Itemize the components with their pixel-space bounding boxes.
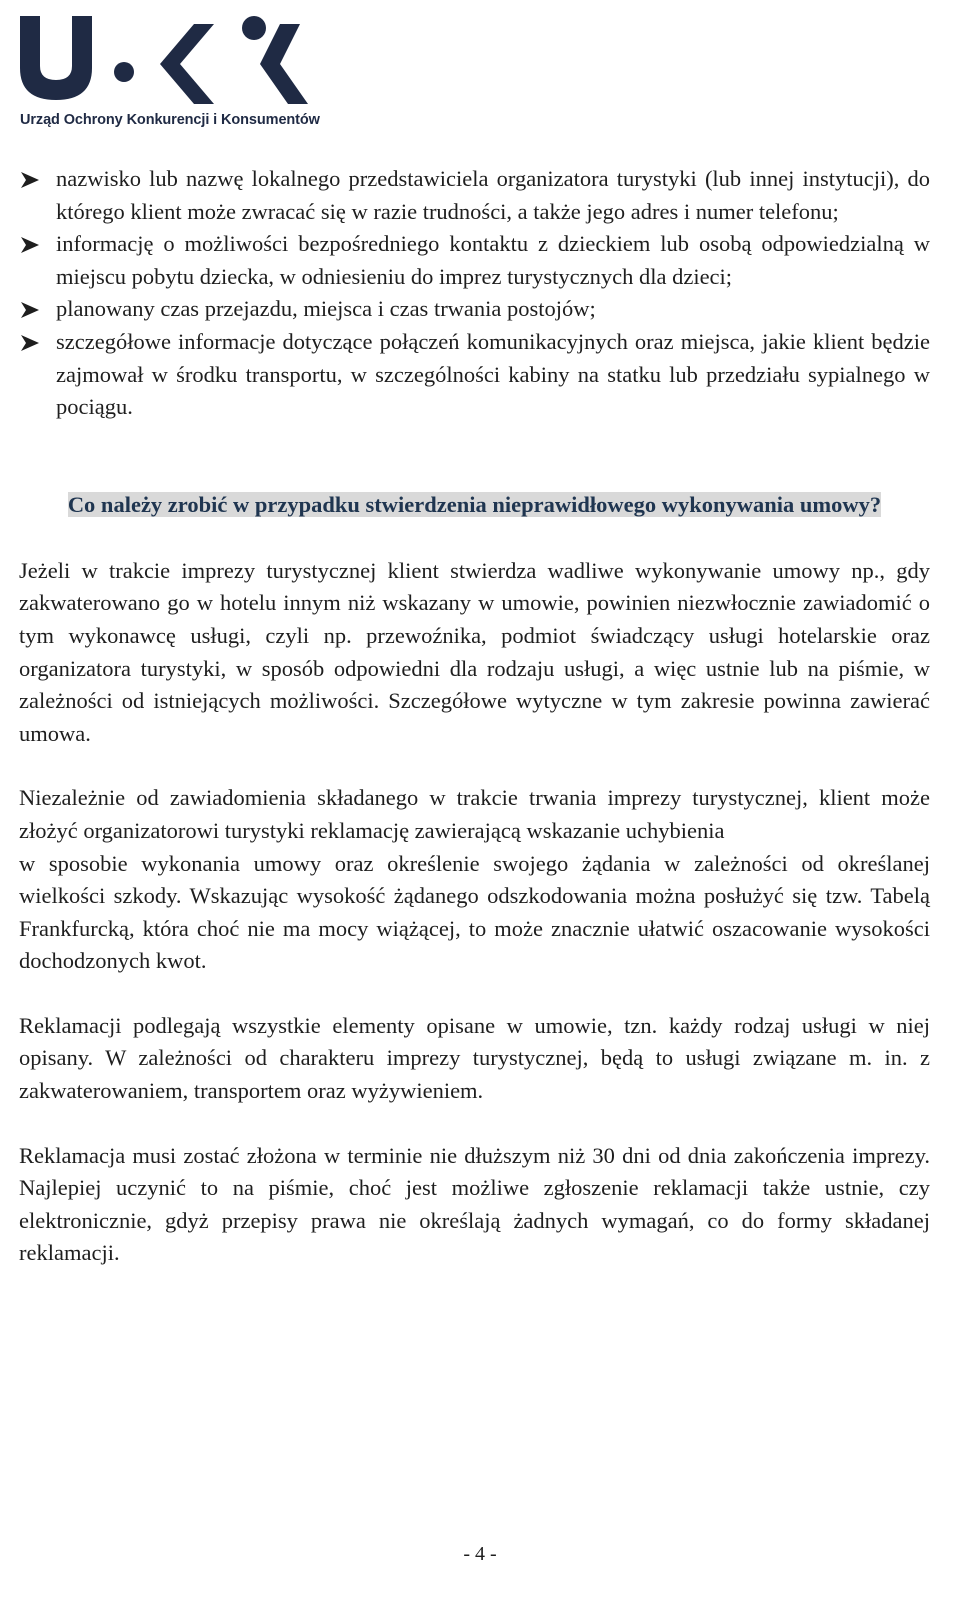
list-item-text: informację o możliwości bezpośredniego kontaktu z dzieckiem lub osobą odpowiedzialną w miejscu pobytu dziecka, w odniesieniu do imprez turystycznych dla dzieci;	[56, 231, 930, 289]
paragraph: Niezależnie od zawiadomienia składanego w trakcie trwania imprezy turystycznej, klient może złożyć organizatorowi turystyki reklamację zawierającą wskazanie uchybienia	[19, 785, 930, 843]
arrow-bullet-icon	[20, 236, 40, 254]
bullet-list	[19, 163, 930, 424]
section-heading	[19, 488, 930, 521]
uokik-logo-mark	[18, 14, 328, 114]
list-item-text: planowany czas przejazdu, miejsca i czas trwania postojów;	[56, 296, 596, 322]
paragraph: Jeżeli w trakcie imprezy turystycznej klient stwierdza wadliwe wykonywanie umowy np., gdy zakwaterowano go w hotelu innym niż wskazany w umowie, powinien niezwłocznie zawiadomić o tym wykonawcę usługi, czyli np. przewoźnika, podmiot świadczący usługi hotelarskie oraz organizatora turystyki, w sposób odpowiedni dla rodzaju usługi, a więc ustnie lub na piśmie, w zależności od istniejących możliwości. Szczegółowe wytyczne w tym zakresie powinna zawierać umowa.	[19, 557, 930, 746]
page-number: - 4 -	[463, 1543, 497, 1565]
list-item	[19, 293, 930, 326]
uokik-logo	[18, 14, 328, 134]
document-body	[19, 163, 930, 1270]
paragraph: Reklamacja musi zostać złożona w terminie nie dłuższym niż 30 dni od dnia zakończenia imprezy. Najlepiej uczynić to na piśmie, choć jest możliwe zgłoszenie reklamacji także ustnie, czy elektronicznie, gdyż przepisy prawa nie określają żadnych wymagań, co do formy składanej reklamacji.	[19, 1142, 930, 1266]
list-item	[19, 228, 930, 293]
section-heading-text: Co należy zrobić w przypadku stwierdzenia nieprawidłowego wykonywania umowy?	[67, 491, 882, 517]
arrow-bullet-icon	[20, 171, 40, 189]
arrow-bullet-icon	[20, 334, 40, 352]
list-item	[19, 163, 930, 228]
paragraph: w sposobie wykonania umowy oraz określenie swojego żądania w zależności od określanej wielkości szkody. Wskazując wysokość żądanego odszkodowania można posłużyć się tzw. Tabelą Frankfurcką, która choć nie ma mocy wiążącej, to może znacznie ułatwić oszacowanie wysokości dochodzonych kwot.	[19, 850, 930, 974]
list-item	[19, 326, 930, 424]
paragraph: Reklamacji podlegają wszystkie elementy opisane w umowie, tzn. każdy rodzaj usługi w niej opisany. W zależności od charakteru imprezy turystycznej, będą to usługi związane m. in. z zakwaterowaniem, transportem oraz wyżywieniem.	[19, 1012, 930, 1104]
arrow-bullet-icon	[20, 301, 40, 319]
logo-caption: Urząd Ochrony Konkurencji i Konsumentów	[20, 112, 320, 128]
list-item-text: nazwisko lub nazwę lokalnego przedstawiciela organizatora turystyki (lub innej instytucji), do którego klient może zwracać się w razie trudności, a także jego adres i numer telefonu;	[56, 166, 930, 224]
list-item-text: szczegółowe informacje dotyczące połączeń komunikacyjnych oraz miejsca, jakie klient będzie zajmował w środku transportu, w szczególności kabiny na statku lub przedziału sypialnego w pociągu.	[56, 328, 930, 420]
